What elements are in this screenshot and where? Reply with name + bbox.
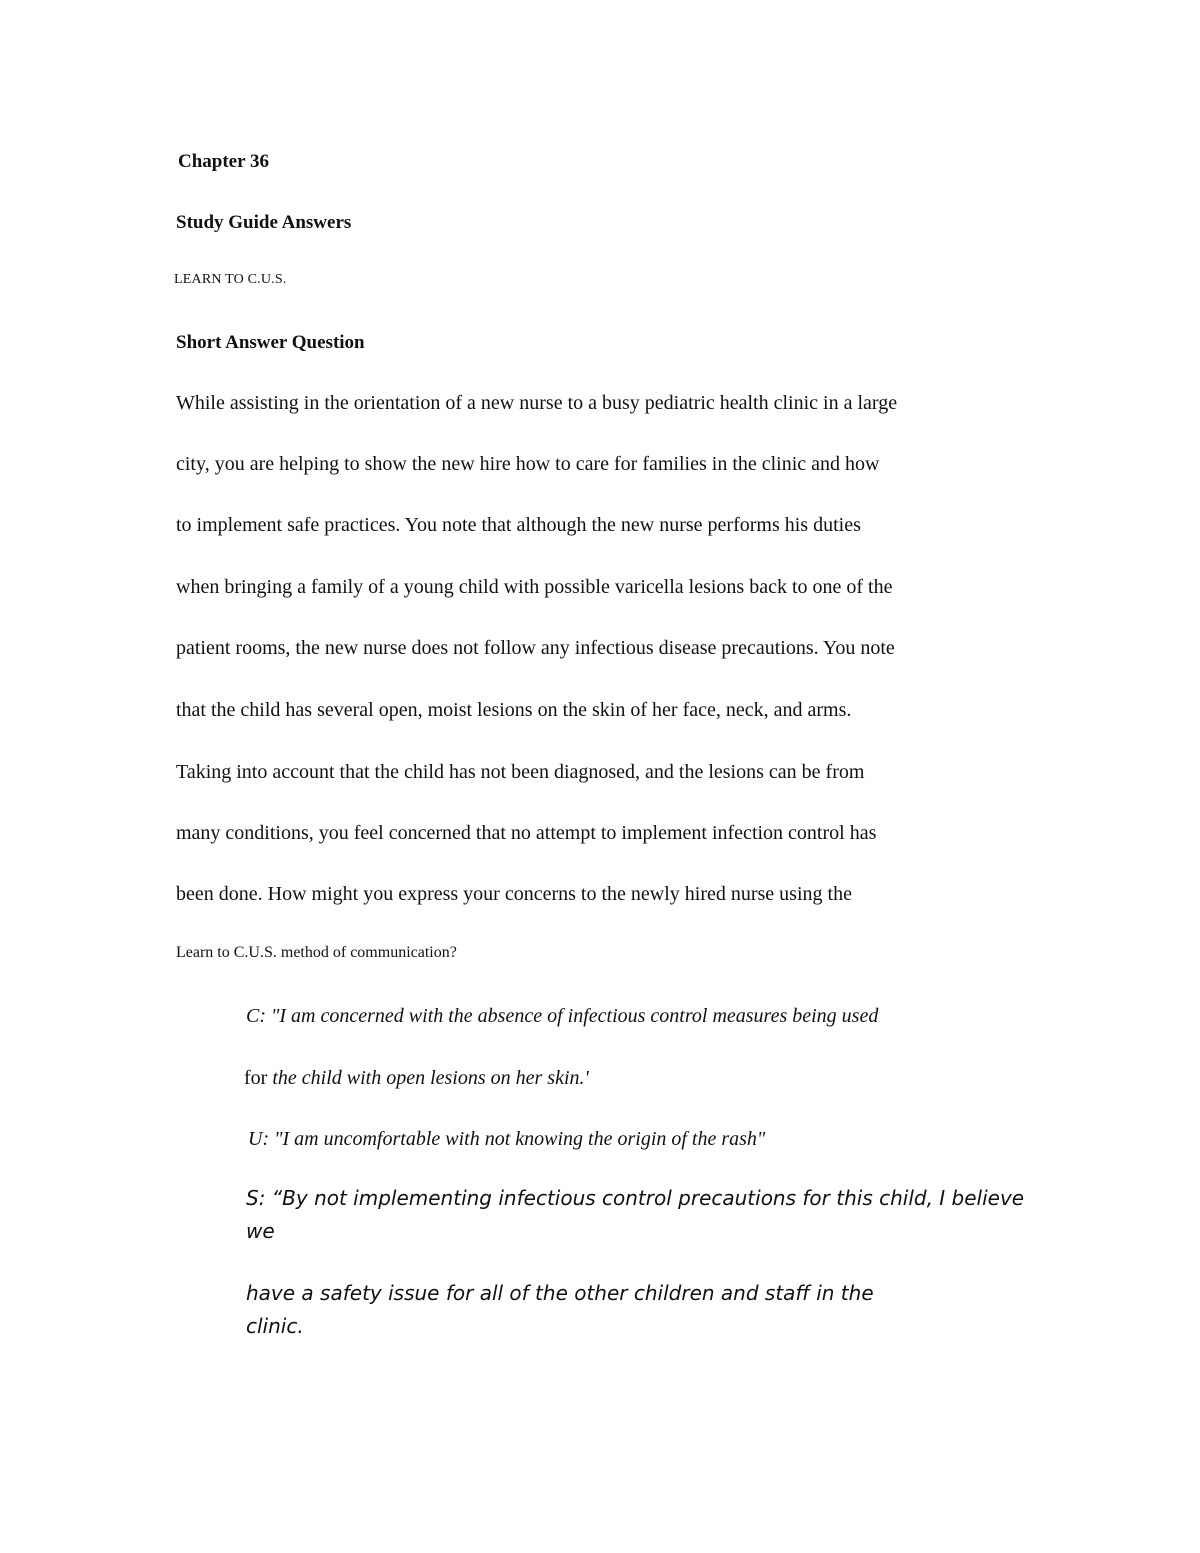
- question-final-line: Learn to C.U.S. method of communication?: [176, 944, 457, 961]
- chapter-title: Chapter 36: [178, 151, 269, 172]
- answer-s-line-3: have a safety issue for all of the other children and staff in the: [246, 1281, 874, 1305]
- question-line-1: While assisting in the orientation of a new nurse to a busy pediatric health clinic in a large: [176, 392, 898, 414]
- question-line-4: when bringing a family of a young child with possible varicella lesions back to one of the: [176, 576, 893, 598]
- answer-u-line: U: "I am uncomfortable with not knowing the origin of the rash": [248, 1128, 766, 1150]
- answer-c-line-1: C: "I am concerned with the absence of infectious control measures being used: [246, 1005, 879, 1027]
- question-line-8: many conditions, you feel concerned that no attempt to implement infection control has: [176, 822, 877, 844]
- method-label: LEARN TO C.U.S.: [174, 272, 287, 287]
- question-line-5: patient rooms, the new nurse does not follow any infectious disease precautions. You note: [176, 637, 895, 659]
- study-guide-title: Study Guide Answers: [176, 212, 352, 233]
- question-line-3: to implement safe practices. You note that although the new nurse performs his duties: [176, 514, 861, 536]
- answer-c-line-2: [244, 1068, 589, 1088]
- question-line-9: been done. How might you express your concerns to the newly hired nurse using the: [176, 883, 852, 905]
- question-heading: Short Answer Question: [176, 332, 365, 353]
- question-line-7: Taking into account that the child has not been diagnosed, and the lesions can be from: [176, 761, 865, 783]
- question-line-2: city, you are helping to show the new hire how to care for families in the clinic and how: [176, 453, 880, 475]
- answer-s-line-4: clinic.: [246, 1314, 304, 1338]
- question-line-6: that the child has several open, moist lesions on the skin of her face, neck, and arms.: [176, 699, 852, 721]
- answer-c-line-2-prefix: for: [244, 1067, 273, 1089]
- answer-s-line-1: S: “By not implementing infectious control precautions for this child, I believe: [246, 1186, 1025, 1210]
- answer-c-line-2-rest: the child with open lesions on her skin.': [272, 1067, 589, 1089]
- answer-s-line-2: we: [246, 1219, 275, 1243]
